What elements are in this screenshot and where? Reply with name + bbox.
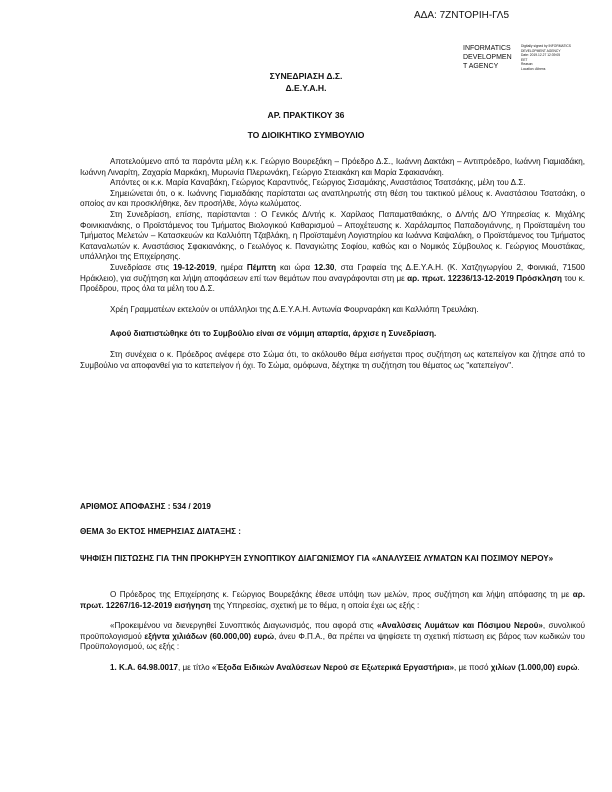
present-members-paragraph: Αποτελούμενο από τα παρόντα μέλη κ.κ. Γεώργιο Βουρεξάκη – Πρόεδρο Δ.Σ., Ιωάννη Δακτάκη – Αντιπρόεδρο, Ιωάννη Γιαμιαδάκη, Ιωάννη Λιναρίτη, Ζαχαρία Μαρκάκη, Μυρωνία Πλερωνάκη, Γεώργιο Στειακάκη και Μαρία Σφακιανάκη.	[80, 157, 585, 177]
stamp-detail-line: DEVELOPMENT AGENCY	[521, 48, 561, 53]
proposal-intro-paragraph	[80, 590, 585, 611]
quorum-paragraph: Αφού διαπιστώθηκε ότι το Συμβούλιο είναι σε νόμιμη απαρτία, άρχισε η Συνεδρίαση.	[110, 329, 437, 339]
stamp-organization	[463, 44, 521, 71]
budget-item-title: «Έξοδα Ειδικών Αναλύσεων Νερού σε Εξωτερικά Εργαστήρια»	[211, 662, 454, 672]
proposal-quote-paragraph	[80, 621, 585, 653]
text-run: , άνευ Φ.Π.Α., θα πρέπει να ψηφίσετε τη σχετική πίστωση εις βάρος των κωδικών του Προϋπολογισμού, ως εξής :	[80, 631, 585, 652]
text-run: , με τίτλο	[177, 662, 212, 672]
text-run: Ο Πρόεδρος της Επιχείρησης κ. Γεώργιος Βουρεξάκης έθεσε υπόψη των μελών, προς συζήτηση και λήψη απόφασης τη με	[110, 590, 573, 599]
text-run: , συνολικού προϋπολογισμού	[80, 621, 585, 641]
stamp-line: DEVELOPMEN	[463, 54, 512, 61]
stamp-detail-line: Location: Athens	[521, 66, 546, 71]
decision-subject: ΨΗΦΙΣΗ ΠΙΣΤΩΣΗΣ ΓΙΑ ΤΗΝ ΠΡΟΚΗΡΥΞΗ ΣΥΝΟΠΤΙΚΟΥ ΔΙΑΓΩΝΙΣΜΟΥ ΓΙΑ «ΑΝΑΛΥΣΕΙΣ ΛΥΜΑΤΩΝ ΚΑΙ ΠΟΣΙΜΟΥ ΝΕΡΟΥ»	[80, 554, 554, 563]
budget-item-amount: χιλίων (1.000,00) ευρώ	[490, 662, 578, 672]
minutes-number: ΑΡ. ΠΡΑΚΤΙΚΟΥ 36	[267, 110, 345, 120]
stamp-detail-line: Digitally signed by INFORMATICS	[521, 44, 571, 48]
text-run: «Προκειμένου να διενεργηθεί Συνοπτικός Διαγωνισμός, που αφορά στις	[110, 621, 378, 631]
substitute-note-paragraph: Σημειώνεται ότι, ο κ. Ιωάννης Γιαμιαδάκης παρίσταται ως αναπληρωτής στη θέση του τακτικού μέλους κ. Αναστάσιου Τσατσάκη, ο οποίος αν και προσκλήθηκε, δεν προσήλθε, λόγω κωλύματος.	[80, 188, 585, 209]
recommendation-reference: αρ. πρωτ. 12267/16-12-2019 εισήγηση	[80, 590, 585, 610]
decision-number: ΑΡΙΘΜΟΣ ΑΠΟΦΑΣΗΣ : 534 / 2019	[80, 502, 211, 511]
stamp-detail-line: Date: 2019.12.27 12:39:05	[521, 53, 561, 58]
session-day: Πέμπτη	[246, 262, 277, 272]
stamp-line: T AGENCY	[463, 63, 499, 70]
convened-paragraph	[80, 263, 585, 295]
text-run: του κ. Προέδρου, προς όλα τα μέλη του Δ.Σ.	[80, 273, 585, 294]
stamp-detail-line: EET	[521, 57, 528, 62]
budget-item-paragraph	[80, 663, 585, 674]
text-run: και ώρα	[276, 262, 315, 272]
text-run: , με ποσό	[453, 662, 491, 672]
organization-name: Δ.Ε.Υ.Α.Η.	[285, 83, 327, 93]
tender-title: «Αναλύσεις Λυμάτων και Πόσιμου Νερού»	[377, 621, 543, 631]
session-date: 19-12-2019	[173, 262, 215, 272]
session-title: ΣΥΝΕΔΡΙΑΣΗ Δ.Σ.	[269, 71, 343, 81]
budget-code: 1. Κ.Α. 64.98.0017	[110, 662, 178, 672]
text-run: .	[577, 662, 580, 672]
urgent-item-paragraph: Στη συνέχεια ο κ. Πρόεδρος ανέφερε στο Σώμα ότι, το ακόλουθο θέμα εισήγεται προς συζήτηση ως κατεπείγον και ζήτησε από το Συμβούλιο να αποφανθεί για το κατεπείγον ή όχι. Το Σώμα, ομόφωνα, δέχτηκε τη συζήτηση του θέματος ως "κατεπείγον".	[80, 349, 585, 370]
ada-code: ΑΔΑ: 7ΖΝΤΟΡΙΗ-ΓΛ5	[414, 10, 510, 21]
document-body	[80, 157, 585, 371]
session-header	[0, 70, 612, 94]
invitation-reference: αρ. πρωτ. 12236/13-12-2019 Πρόσκληση	[407, 273, 562, 283]
session-time: 12.30	[314, 262, 335, 272]
stamp-detail-line: Reason:	[521, 62, 534, 67]
proposal-section	[80, 590, 585, 674]
text-run: , στα Γραφεία της Δ.Ε.Υ.Α.Η. (Κ. Χατζηγωργίου 2, Φοινικιά, 71500 Ηράκλειο), για συζήτηση και λήψη αποφάσεων επί των θεμάτων που αναγράφονται στη με	[80, 262, 585, 283]
board-title: ΤΟ ΔΙΟΙΚΗΤΙΚΟ ΣΥΜΒΟΥΛΙΟ	[247, 130, 365, 140]
absent-members-paragraph: Απόντες οι κ.κ. Μαρία Καναβάκη, Γεώργιος Καραντινός, Γεώργιος Σισαμάκης, Αναστάσιος Τσατσάκης, μέλη του Δ.Σ.	[110, 178, 526, 188]
text-run: Συνεδρίασε στις	[110, 262, 174, 272]
stamp-details	[521, 44, 581, 72]
agenda-topic: ΘΕΜΑ 3ο ΕΚΤΟΣ ΗΜΕΡΗΣΙΑΣ ΔΙΑΤΑΞΗΣ :	[80, 527, 241, 536]
budget-amount: εξήντα χιλιάδων (60.000,00) ευρώ	[144, 631, 275, 641]
text-run: , ημέρα	[214, 262, 247, 272]
stamp-line: INFORMATICS	[463, 45, 511, 52]
secretary-paragraph: Χρέη Γραμματέων εκτελούν οι υπάλληλοι της Δ.Ε.Υ.Α.Η. Αντωνία Φουρναράκη και Καλλιόπη Τρευλάκη.	[110, 304, 479, 314]
attendees-paragraph: Στη Συνεδρίαση, επίσης, παρίστανται : Ο Γενικός Δ/ντής κ. Χαρίλαος Παπαματθαιάκης, ο Δ/ντής Δ/Ο Υπηρεσίας κ. Μιχάλης Φοινικιανάκης, ο Προϊστάμενος του Τμήματος Βιολογικού Καθαρισμού – Αποχέτευσης κ. Χαράλαμπος Παπαδογιάννης, η Προϊσταμένη του Τμήματος Μελετών – Κατασκευών κα Καλλιόπη Τζαβλάκη, η Προϊσταμένη Λογιστηρίου κα Ιωάννα Καψαλάκη, ο Προϊστάμενος του Τμήματος Καταναλωτών κ. Αναστάσιος Σφακιανάκης, ο Γεωλόγος κ. Παναγιώτης Σοφίου, καθώς και ο Νομικός Σύμβουλος κ. Γεώργιος Μουστάκας, υπάλληλοι της Επιχείρησης.	[80, 209, 585, 262]
text-run: της Υπηρεσίας, σχετική με το θέμα, η οποία έχει ως εξής :	[210, 600, 420, 610]
